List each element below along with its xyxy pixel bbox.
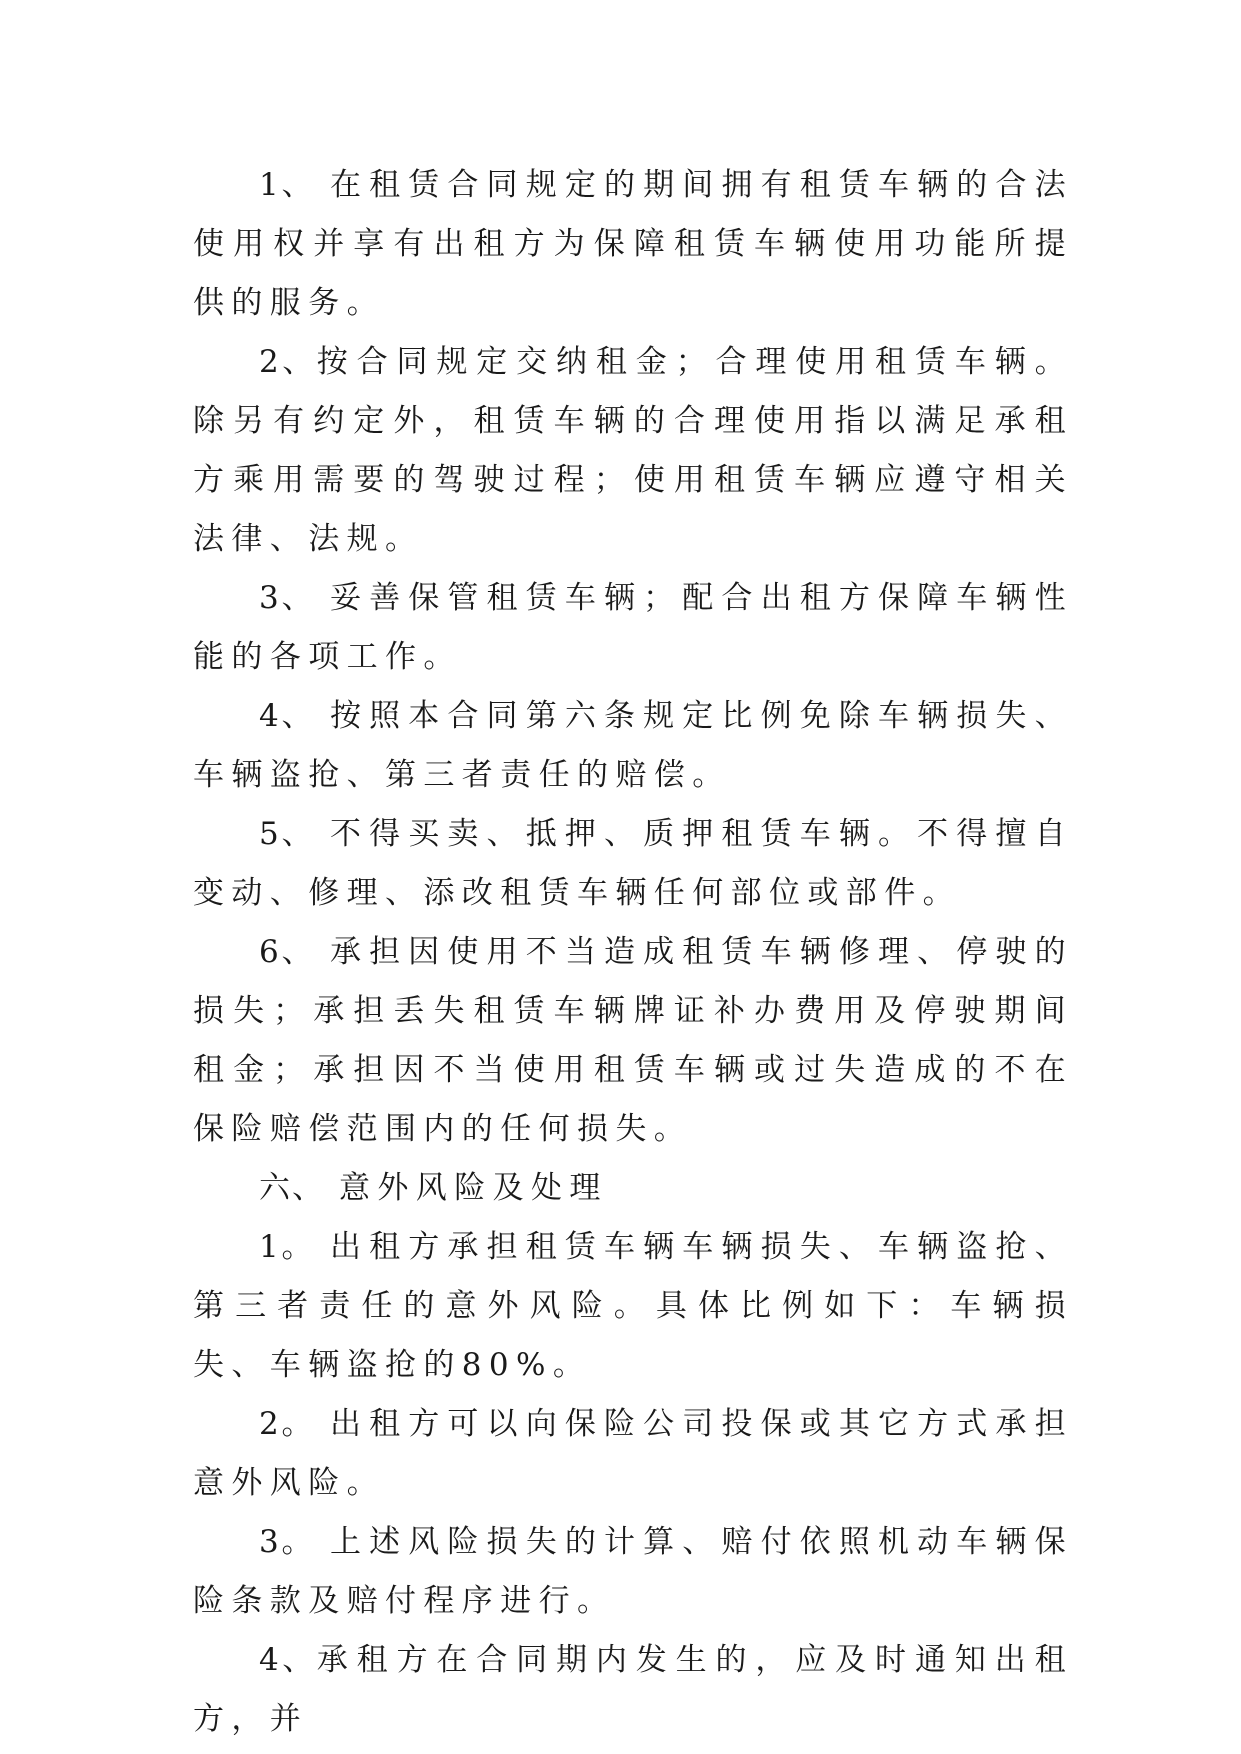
paragraph-1 [193,156,1073,333]
paragraph-2 [193,333,1073,569]
paragraph-text: 在租赁合同规定的期间拥有租赁车辆的合法使用权并享有出租方为保障租赁车辆使用功能所提供的服务。 [193,167,1073,321]
paragraph-number: 3、 [259,580,316,616]
paragraph-4 [193,687,1073,805]
paragraph-6-2 [193,1395,1073,1513]
paragraph-3 [193,569,1073,687]
paragraph-number: 1。 [259,1229,316,1265]
paragraph-6-3 [193,1513,1073,1631]
paragraph-text: 按合同规定交纳租金；合理使用租赁车辆。除另有约定外，租赁车辆的合理使用指以满足承租方乘用需要的驾驶过程；使用租赁车辆应遵守相关法律、法规。 [193,344,1073,557]
paragraph-number: 2、 [259,344,317,380]
paragraph-number: 6、 [259,934,316,970]
paragraph-number: 3。 [259,1524,316,1560]
paragraph-text: 上述风险损失的计算、赔付依照机动车辆保险条款及赔付程序进行。 [193,1524,1073,1619]
section-heading-6 [193,1159,1073,1218]
paragraph-text: 不得买卖、抵押、质押租赁车辆。不得擅自变动、修理、添改租赁车辆任何部位或部件。 [193,816,1073,911]
paragraph-number: 4、 [259,1642,317,1678]
section-number: 六、 [259,1170,325,1206]
paragraph-6-4 [193,1631,1073,1749]
paragraph-number: 5、 [259,816,316,852]
paragraph-number: 2。 [259,1406,316,1442]
paragraph-number: 4、 [259,698,316,734]
paragraph-5 [193,805,1073,923]
section-title: 意外风险及处理 [339,1170,608,1206]
paragraph-6-1 [193,1218,1073,1395]
paragraph-text: 出租方承担租赁车辆车辆损失、车辆盗抢、第三者责任的意外风险。具体比例如下：车辆损失、车辆盗抢的80%。 [193,1229,1073,1383]
document-body [193,156,1073,1749]
paragraph-text: 按照本合同第六条规定比例免除车辆损失、车辆盗抢、第三者责任的赔偿。 [193,698,1073,793]
paragraph-6 [193,923,1073,1159]
paragraph-text: 承租方在合同期内发生的，应及时通知出租方，并 [193,1642,1073,1737]
paragraph-text: 妥善保管租赁车辆；配合出租方保障车辆性能的各项工作。 [193,580,1073,675]
paragraph-number: 1、 [259,167,316,203]
paragraph-text: 出租方可以向保险公司投保或其它方式承担意外风险。 [193,1406,1073,1501]
paragraph-text: 承担因使用不当造成租赁车辆修理、停驶的损失；承担丢失租赁车辆牌证补办费用及停驶期间租金；承担因不当使用租赁车辆或过失造成的不在保险赔偿范围内的任何损失。 [193,934,1073,1147]
